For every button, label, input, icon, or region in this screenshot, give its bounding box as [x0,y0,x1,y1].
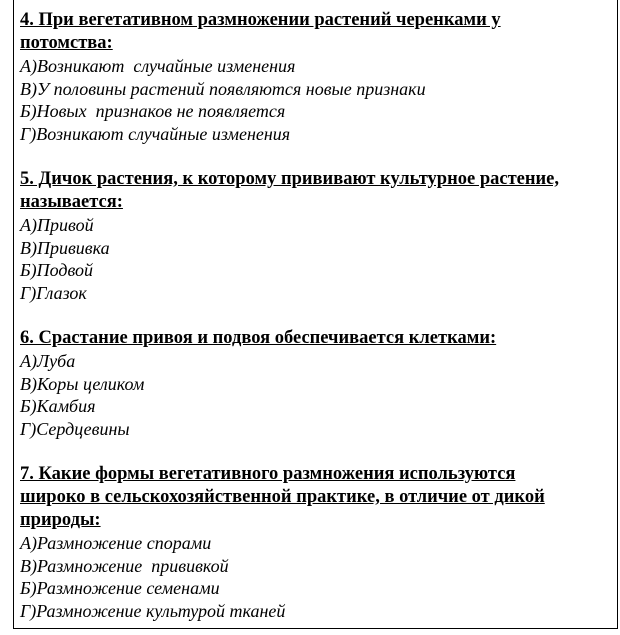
question-line: широко в сельскохозяйственной практике, в отличие от дикой [20,487,545,507]
question-title [20,463,616,532]
question-line: называется: [20,192,123,212]
answer-list [20,55,616,145]
question-line: 4. При вегетативном размножении растений черенками у [20,10,501,30]
answer-option: А)Возникают случайные изменения [20,56,296,76]
question-6 [20,327,616,440]
answer-option: Г)Сердцевины [20,418,130,439]
question-line: 6. Срастание привоя и подвоя обеспечивается клетками: [20,328,497,348]
answer-option: А)Привой [20,215,94,235]
answer-option: Г)Размножение культурой тканей [20,600,286,621]
answer-list [20,532,616,622]
document-content [20,9,616,622]
answer-option: Б)Камбия [20,396,96,416]
answer-option: А)Луба [20,351,76,371]
question-5 [20,168,616,304]
answer-option: В)Коры целиком [20,373,145,394]
answer-option: В)У половины растений появляются новые признаки [20,78,426,99]
answer-option: А)Размножение спорами [20,533,212,553]
answer-option: Б)Подвой [20,260,94,280]
answer-option: Г)Возникают случайные изменения [20,123,291,144]
question-title [20,168,616,214]
question-line: природы: [20,510,101,530]
answer-list [20,214,616,304]
question-line: потомства: [20,33,113,53]
question-line: 5. Дичок растения, к которому прививают культурное растение, [20,169,560,189]
question-4 [20,9,616,145]
answer-list [20,350,616,440]
question-title [20,327,616,350]
question-line: 7. Какие формы вегетативного размножения используются [20,464,516,484]
question-title [20,9,616,55]
answer-option: Г)Глазок [20,282,87,303]
question-7 [20,463,616,622]
answer-option: Б)Размножение семенами [20,578,220,598]
answer-option: В)Размножение прививкой [20,555,229,576]
answer-option: В)Прививка [20,237,110,258]
answer-option: Б)Новых признаков не появляется [20,101,286,121]
